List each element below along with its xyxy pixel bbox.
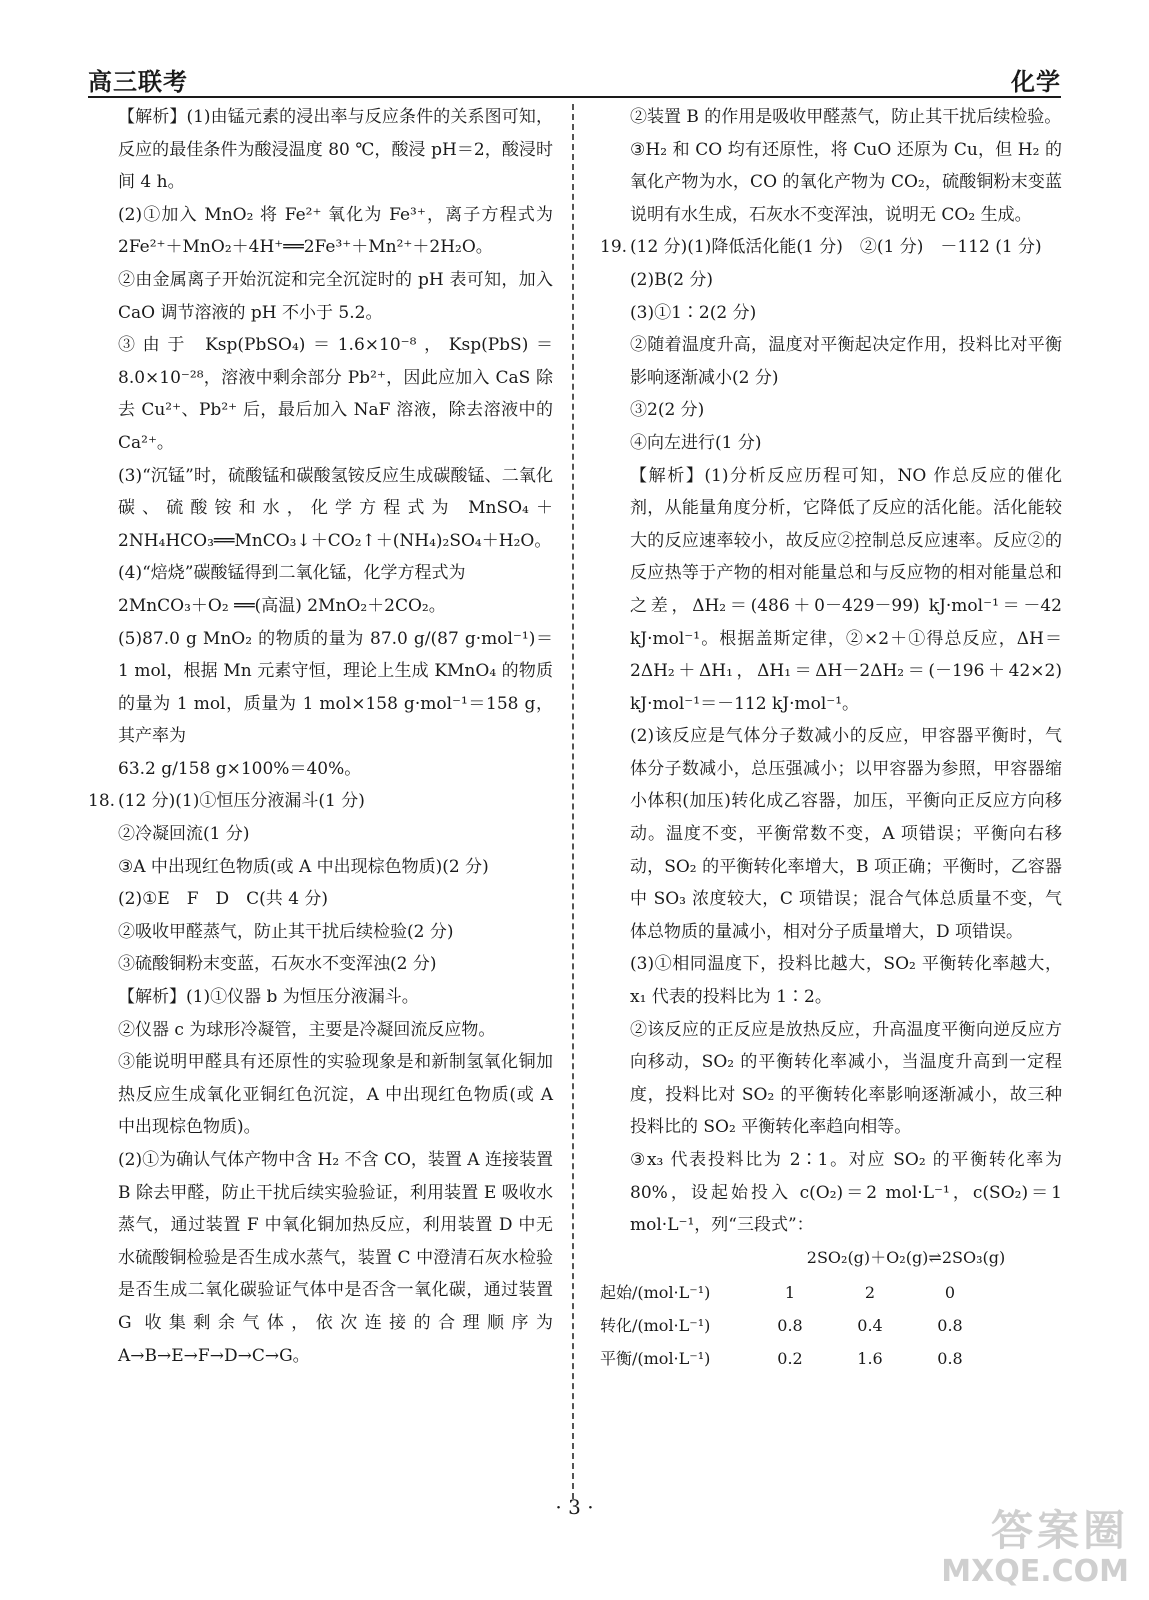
answer-line: (2)B(2 分) [630, 269, 714, 290]
left-column [88, 101, 553, 1372]
answer-paragraph: ③能说明甲醛具有还原性的实验现象是和新制氢氧化铜加热反应生成氧化亚铜红色沉淀，A 中出现红色物质(或 A 中出现棕色物质)。 [118, 1052, 553, 1138]
cell-value: 0.4 [857, 1315, 883, 1335]
answer-paragraph: (4)“焙烧”碳酸锰得到二氧化锰，化学方程式为 [118, 563, 466, 584]
answer-line: ②吸收甲醛蒸气，防止其干扰后续检验(2 分) [118, 921, 454, 942]
answer-line: ③A 中出现红色物质(或 A 中出现棕色物质)(2 分) [118, 856, 489, 877]
cell-value: 1.6 [857, 1348, 883, 1368]
right-column [600, 101, 1062, 1375]
question-number: 19. [600, 237, 628, 258]
answer-paragraph: 【解析】(1)分析反应历程可知，NO 作总反应的催化剂，从能量角度分析，它降低了反应的活化能。活化能较大的反应速率较小，故反应②控制总反应速率。反应②的反应热等于产物的相对能量总和与反应物的相对能量总和之差，ΔH₂＝(486＋0－429－99) kJ·mol⁻¹＝－42 kJ·mol⁻¹。根据盖斯定律，②×2＋①得总反应，ΔH＝2ΔH₂＋ΔH₁，ΔH₁＝ΔH－2ΔH₂＝(－196＋42×2) kJ·mol⁻¹＝－112 kJ·mol⁻¹。 [630, 465, 1062, 714]
three-stage-table [600, 1276, 990, 1375]
answer-line: ②冷凝回流(1 分) [118, 824, 250, 845]
header-right-subject: 化学 [1011, 67, 1061, 96]
answer-paragraph: 【解析】(1)①仪器 b 为恒压分液漏斗。 [118, 987, 419, 1008]
question-18-header [88, 785, 553, 818]
answer-paragraph: ②仪器 c 为球形冷凝管，主要是冷凝回流反应物。 [118, 1019, 496, 1040]
answer-line: ②随着温度升高，温度对平衡起决定作用，投料比对平衡影响逐渐减小(2 分) [630, 335, 1062, 388]
watermark-url: MXQE.COM [941, 1554, 1129, 1589]
answer-paragraph: ③H₂ 和 CO 均有还原性，将 CuO 还原为 Cu，但 H₂ 的氧化产物为水，CO 的氧化产物为 CO₂，硫酸铜粉末变蓝说明有水生成，石灰水不变浑浊，说明无 CO₂ 生成。 [630, 139, 1062, 225]
answer-paragraph: ③由于 Ksp(PbSO₄)＝1.6×10⁻⁸，Ksp(PbS)＝8.0×10⁻²⁸，溶液中剩余部分 Pb²⁺，因此应加入 CaS 除去 Cu²⁺、Pb²⁺ 后，最后加入 NaF 溶液，除去溶液中的 Ca²⁺。 [118, 335, 553, 453]
answer-paragraph: 63.2 g/158 g×100%＝40%。 [118, 758, 362, 779]
cell-value: 2 [864, 1282, 876, 1302]
cell-value: 1 [784, 1282, 796, 1302]
answer-paragraph: (2)①加入 MnO₂ 将 Fe²⁺ 氧化为 Fe³⁺，离子方程式为 2Fe²⁺＋MnO₂＋4H⁺══2Fe³⁺＋Mn²⁺＋2H₂O。 [118, 204, 553, 258]
cell-value: 0.8 [937, 1315, 963, 1335]
watermark-text: 答案圈 [990, 1506, 1129, 1555]
answer-paragraph: ②该反应的正反应是放热反应，升高温度平衡向逆反应方向移动，SO₂ 的平衡转化率减小，当温度升高到一定程度，投料比对 SO₂ 的平衡转化率影响逐渐减小，故三种投料比的 SO₂ 平衡转化率趋向相等。 [630, 1019, 1062, 1138]
table-row [600, 1276, 990, 1309]
page-number: · 3 · [555, 1495, 594, 1519]
equation-line: 2MnCO₃＋O₂ ══(高温) 2MnO₂＋2CO₂。 [118, 595, 446, 616]
answer-paragraph: (3)“沉锰”时，硫酸锰和碳酸氢铵反应生成碳酸锰、二氧化碳、硫酸铵和水，化学方程式为 MnSO₄＋2NH₄HCO₃══MnCO₃↓＋CO₂↑＋(NH₄)₂SO₄＋H₂O。 [118, 465, 553, 551]
answer-line: (12 分)(1)降低活化能(1 分) ②(1 分) －112 (1 分) [630, 237, 1042, 258]
row-label: 平衡/(mol·L⁻¹) [600, 1348, 711, 1368]
answer-line: (12 分)(1)①恒压分液漏斗(1 分) [118, 791, 365, 812]
header-left-title: 高三联考 [88, 67, 188, 96]
answer-paragraph: ③x₃ 代表投料比为 2∶1。对应 SO₂ 的平衡转化率为 80%，设起始投入 c(O₂)＝2 mol·L⁻¹，c(SO₂)＝1 mol·L⁻¹，列“三段式”： [630, 1150, 1062, 1236]
watermark-logo [899, 1498, 1129, 1588]
row-label: 转化/(mol·L⁻¹) [600, 1315, 711, 1335]
answer-line: (2)①E F D C(共 4 分) [118, 889, 329, 910]
answer-paragraph: 【解析】(1)由锰元素的浸出率与反应条件的关系图可知，反应的最佳条件为酸浸温度 80 ℃，酸浸 pH＝2，酸浸时间 4 h。 [118, 107, 553, 193]
cell-value: 0.8 [777, 1315, 803, 1335]
table-row [600, 1309, 990, 1342]
answer-line: ③硫酸铜粉末变蓝，石灰水不变浑浊(2 分) [118, 954, 437, 975]
equilibrium-equation: 2SO₂(g)＋O₂(g)⇌2SO₃(g) [806, 1247, 1006, 1267]
column-divider [572, 104, 574, 1499]
answer-line: ③2(2 分) [630, 400, 705, 421]
table-row [600, 1342, 990, 1375]
row-label: 起始/(mol·L⁻¹) [600, 1282, 711, 1302]
answer-line: (3)①1∶2(2 分) [630, 302, 757, 323]
answer-paragraph: (2)①为确认气体产物中含 H₂ 不含 CO，装置 A 连接装置 B 除去甲醛，防止干扰后续实验验证，利用装置 E 吸收水蒸气，通过装置 F 中氧化铜加热反应，利用装置 D 中无水硫酸铜检验是否生成水蒸气，装置 C 中澄清石灰水检验是否生成二氧化碳验证气体中是否含一氧化碳，通过装置 G 收集剩余气体，依次连接的合理顺序为 A→B→E→F→D→C→G。 [118, 1150, 553, 1366]
cell-value: 0.2 [777, 1348, 803, 1368]
cell-value: 0.8 [937, 1348, 963, 1368]
answer-paragraph: ②装置 B 的作用是吸收甲醛蒸气，防止其干扰后续检验。 [630, 107, 1062, 127]
question-number: 18. [88, 791, 116, 812]
cell-value: 0 [944, 1282, 956, 1302]
question-19-header [600, 231, 1062, 264]
answer-paragraph: (2)该反应是气体分子数减小的反应，甲容器平衡时，气体分子数减小，总压强减小；以甲容器为参照，甲容器缩小体积(加压)转化成乙容器，加压，平衡向正反应方向移动。温度不变，平衡常数不变，A 项错误；平衡向右移动，SO₂ 的平衡转化率增大，B 项正确；平衡时，乙容器中 SO₃ 浓度较大，C 项错误；混合气体总质量不变，气体总物质的量减小，相对分子质量增大，D 项错误。 [630, 726, 1062, 942]
answer-paragraph: (3)①相同温度下，投料比越大，SO₂ 平衡转化率越大，x₁ 代表的投料比为 1∶2。 [630, 954, 1062, 1008]
answer-line: ④向左进行(1 分) [630, 432, 762, 453]
answer-paragraph: (5)87.0 g MnO₂ 的物质的量为 87.0 g/(87 g·mol⁻¹)＝1 mol，根据 Mn 元素守恒，理论上生成 KMnO₄ 的物质的量为 1 mol，质量为 1 mol×158 g·mol⁻¹＝158 g，其产率为 [118, 628, 553, 747]
answer-paragraph: ②由金属离子开始沉淀和完全沉淀时的 pH 表可知，加入 CaO 调节溶液的 pH 不小于 5.2。 [118, 269, 553, 323]
header-rule [88, 96, 1061, 98]
